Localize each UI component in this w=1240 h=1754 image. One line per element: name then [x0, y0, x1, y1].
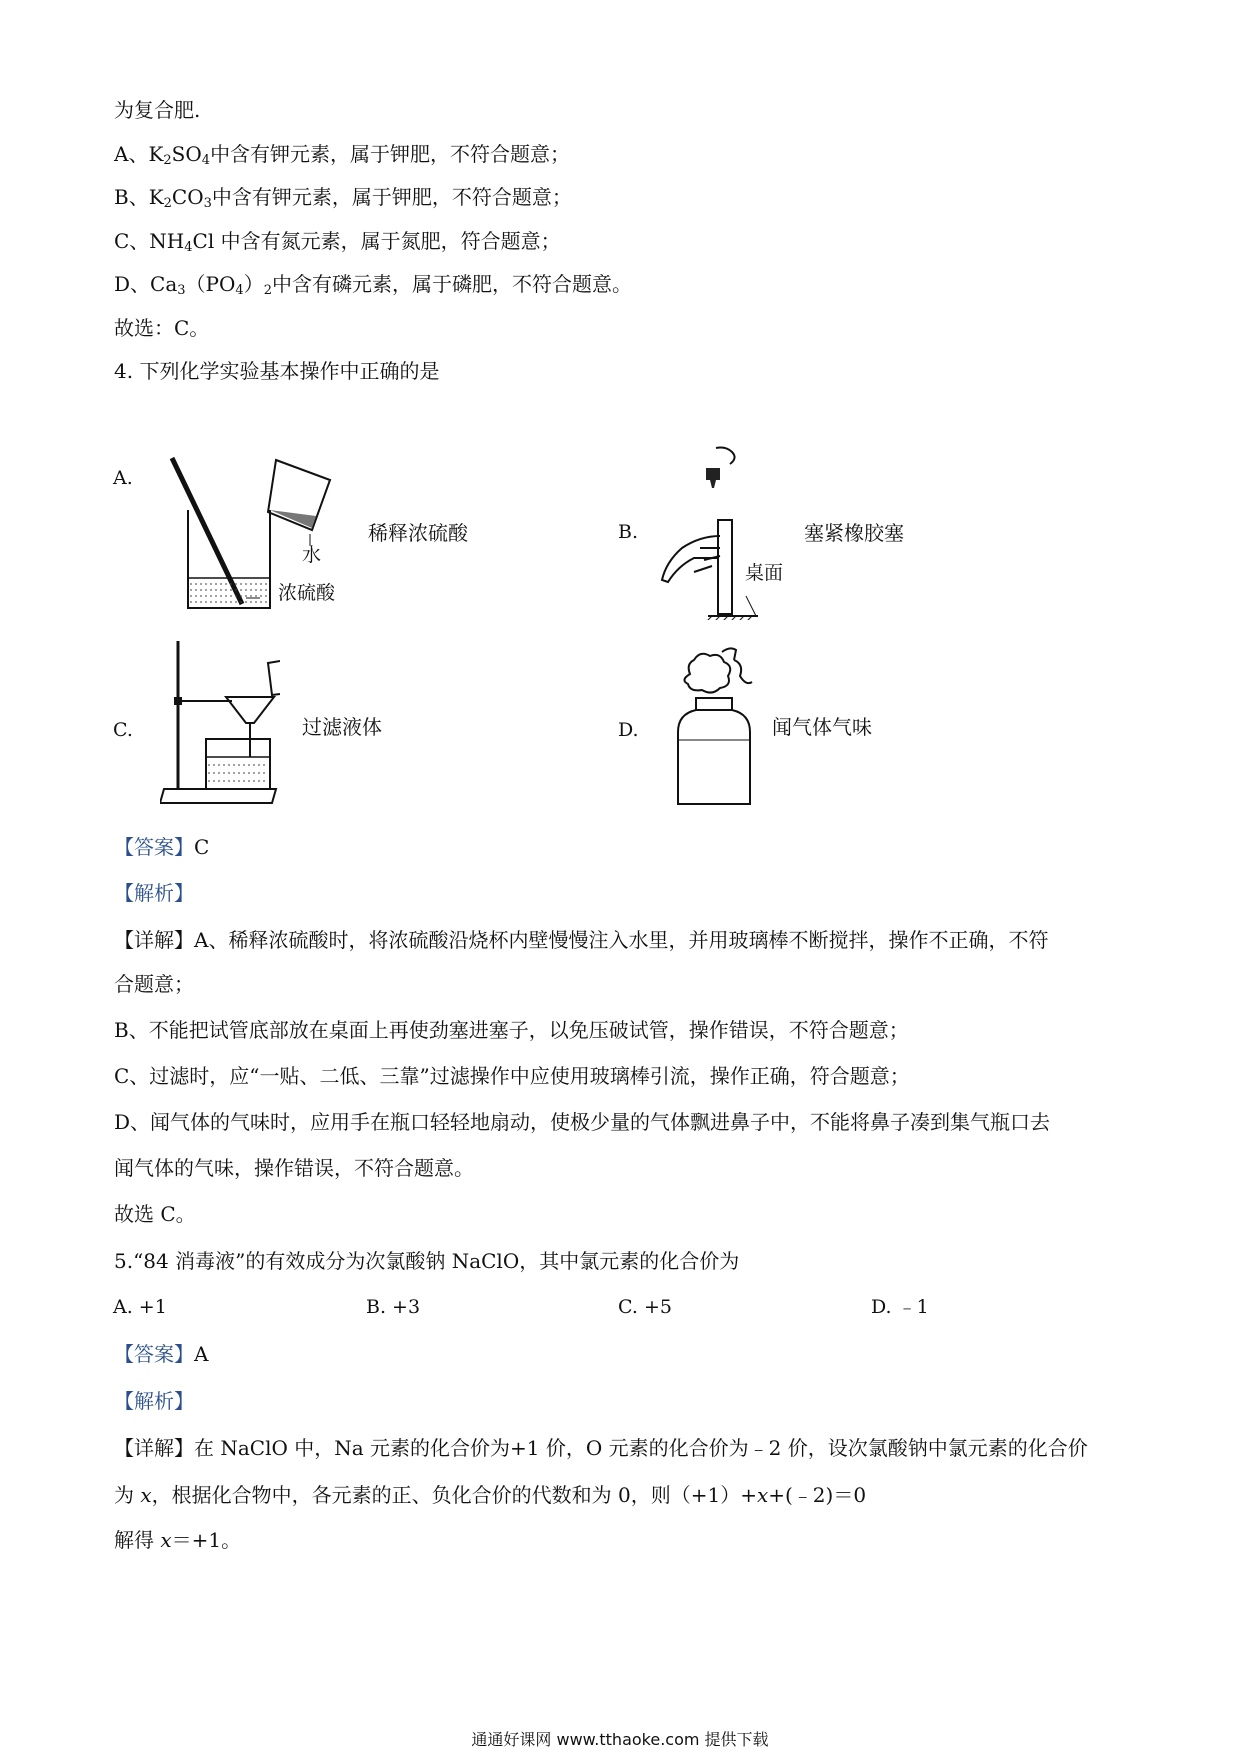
label-water: 水 [302, 544, 322, 566]
option-a-analysis: A、$K_2SO_4$中含有钾元素，属于钾肥，不符合题意； [114, 142, 571, 168]
caption-a: 稀释浓硫酸 [368, 521, 468, 545]
detail-4-line-1: 【详解】A、稀释浓硫酸时，将浓硫酸沿烧杯内壁慢慢注入水里，并用玻璃棒不断搅拌，操作不正确，不符 [114, 928, 1049, 952]
page-footer: 通通好课网 www.tthaoke.com 提供下载 [471, 1730, 769, 1749]
q5-option-a: A. +1 [113, 1296, 167, 1318]
q5-option-b: B. +3 [366, 1296, 421, 1318]
option-d-analysis: D、$Ca_3(PO_4)_2$中含有磷元素，属于磷肥，不符合题意。 [114, 272, 632, 298]
detail-4-line-5: D、闻气体的气味时，应用手在瓶口轻轻地扇动，使极少量的气体飘进鼻子中，不能将鼻子凑到集气瓶口去 [114, 1110, 1051, 1134]
option-c-analysis: C、$NH_4Cl$ 中含有氮元素，属于氮肥，符合题意； [114, 229, 561, 255]
detail-4-line-2: 合题意； [114, 972, 194, 996]
option-b-analysis: B、$K_2CO_3$中含有钾元素，属于钾肥，不符合题意； [114, 185, 572, 211]
label-table: 桌面 [745, 562, 784, 584]
caption-b: 塞紧橡胶塞 [804, 521, 904, 545]
analysis-5-tag: 【解析】 [114, 1389, 194, 1413]
detail-5-line-2: 为 x，根据化合物中，各元素的正、负化合价的代数和为 0，则（+1）+x+(﹣2)＝0 [114, 1483, 867, 1507]
answer-4: 【答案】C [114, 835, 210, 859]
question-5-stem: 5.“84 消毒液”的有效成分为次氯酸钠 NaClO，其中氯元素的化合价为 [114, 1249, 740, 1273]
question-4-stem: 4. 下列化学实验基本操作中正确的是 [114, 359, 440, 383]
label-conc-acid: 浓硫酸 [278, 582, 336, 604]
filtration-figure [160, 635, 280, 815]
text-line: 为复合肥. [114, 98, 201, 122]
smell-gas-figure [660, 640, 770, 810]
analysis-4-tag: 【解析】 [114, 881, 194, 905]
choice-4: 故选 C。 [114, 1202, 196, 1226]
stopper-figure [650, 440, 760, 620]
q5-option-d: D. ﹣1 [871, 1296, 929, 1318]
caption-d: 闻气体气味 [772, 715, 872, 739]
q5-option-c: C. +5 [618, 1296, 672, 1318]
answer-5: 【答案】A [114, 1342, 209, 1366]
solve-line: 解得 x＝+1。 [114, 1528, 242, 1552]
detail-4-line-3: B、不能把试管底部放在桌面上再使劲塞进塞子，以免压破试管，操作错误，不符合题意； [114, 1018, 909, 1042]
detail-4-line-4: C、过滤时，应“一贴、二低、三靠”过滤操作中应使用玻璃棒引流，操作正确，符合题意； [114, 1064, 910, 1088]
option-b-label: B. [618, 521, 639, 543]
detail-5-line-1: 【详解】在 NaClO 中，Na 元素的化合价为+1 价，O 元素的化合价为﹣2 价，设次氯酸钠中氯元素的化合价 [114, 1436, 1088, 1460]
choice-line: 故选：C。 [114, 316, 210, 340]
caption-c: 过滤液体 [302, 715, 382, 739]
option-d-label: D. [618, 719, 639, 741]
option-c-label: C. [113, 719, 133, 741]
option-a-label: A. [113, 467, 133, 489]
detail-4-line-6: 闻气体的气味，操作错误，不符合题意。 [114, 1156, 474, 1180]
